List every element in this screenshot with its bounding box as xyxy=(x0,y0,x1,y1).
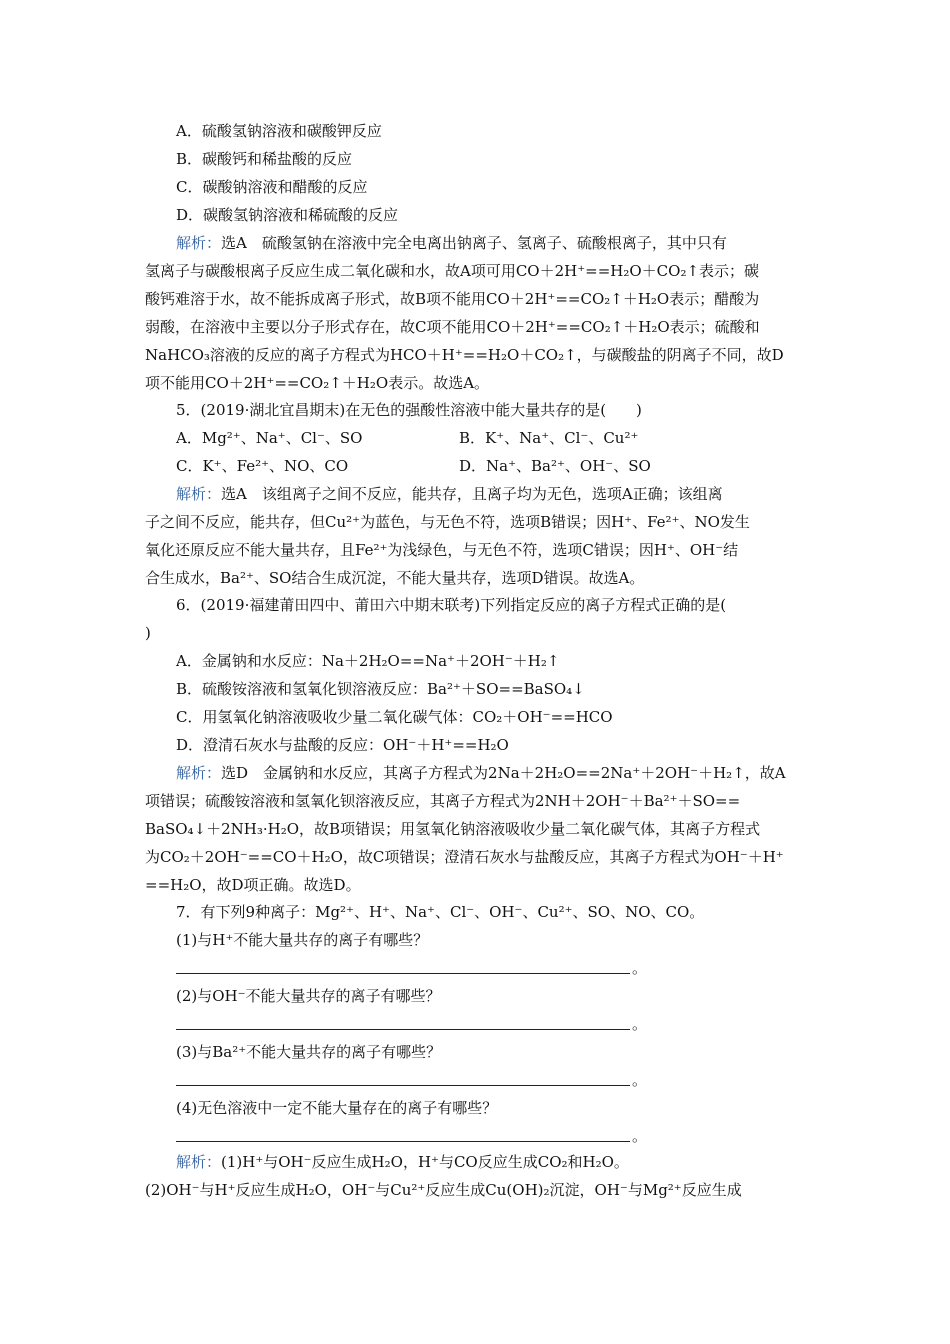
q7-answer-blank-4[interactable] xyxy=(176,1141,630,1142)
q6-option-b: B．硫酸铵溶液和氢氧化钡溶液反应：Ba²⁺＋SO==BaSO₄↓ xyxy=(176,680,585,698)
q7-period-3: 。 xyxy=(632,1071,648,1089)
q6-analysis-line-3: BaSO₄↓＋2NH₃·H₂O，故B项错误；用氢氧化钠溶液吸收少量二氧化碳气体，其离子方程式 xyxy=(145,820,761,838)
q4-option-d: D．碳酸氢钠溶液和稀硫酸的反应 xyxy=(176,206,399,224)
q7-answer-blank-1[interactable] xyxy=(176,973,630,974)
q4-analysis-line-5: NaHCO₃溶液的反应的离子方程式为HCO＋H⁺==H₂O＋CO₂↑，与碳酸盐的阴离子不同，故D xyxy=(145,346,784,364)
analysis-label: 解析： xyxy=(176,1153,222,1171)
q5-option-b: B．K⁺、Na⁺、Cl⁻、Cu²⁺ xyxy=(459,429,639,447)
q4-option-b: B．碳酸钙和稀盐酸的反应 xyxy=(176,150,353,168)
analysis-text: 选A 该组离子之间不反应，能共存，且离子均为无色，选项A正确；该组离 xyxy=(221,485,723,503)
q4-analysis-line-6: 项不能用CO＋2H⁺==CO₂↑＋H₂O表示。故选A。 xyxy=(145,374,490,392)
q6-analysis-line-2: 项错误；硫酸铵溶液和氢氧化钡溶液反应，其离子方程式为2NH＋2OH⁻＋Ba²⁺＋SO== xyxy=(145,792,741,810)
q5-options-row-2 xyxy=(176,456,844,476)
q4-analysis-line-1 xyxy=(176,233,844,253)
q6-option-d: D．澄清石灰水与盐酸的反应：OH⁻＋H⁺==H₂O xyxy=(176,736,509,754)
q5-option-a: A．Mg²⁺、Na⁺、Cl⁻、SO xyxy=(176,429,363,447)
q4-analysis-line-3: 酸钙难溶于水，故不能拆成离子形式，故B项不能用CO＋2H⁺==CO₂↑＋H₂O表示；醋酸为 xyxy=(145,290,760,308)
q4-option-a: A．硫酸氢钠溶液和碳酸钾反应 xyxy=(176,122,382,140)
q6-analysis-line-1 xyxy=(176,763,844,783)
q7-stem: 7．有下列9种离子：Mg²⁺、H⁺、Na⁺、Cl⁻、OH⁻、Cu²⁺、SO、NO、CO。 xyxy=(176,903,705,921)
q7-part-1: (1)与H⁺不能大量共存的离子有哪些？ xyxy=(176,931,429,949)
q7-part-4: (4)无色溶液中一定不能大量存在的离子有哪些？ xyxy=(176,1099,498,1117)
analysis-text: (1)H⁺与OH⁻反应生成H₂O，H⁺与CO反应生成CO₂和H₂O。 xyxy=(221,1153,629,1171)
q6-option-c: C．用氢氧化钠溶液吸收少量二氧化碳气体：CO₂＋OH⁻==HCO xyxy=(176,708,613,726)
q4-option-c: C．碳酸钠溶液和醋酸的反应 xyxy=(176,178,368,196)
analysis-text: 选D 金属钠和水反应，其离子方程式为2Na＋2H₂O==2Na⁺＋2OH⁻＋H₂↑，故A xyxy=(221,764,786,782)
q6-analysis-line-5: ==H₂O，故D项正确。故选D。 xyxy=(145,876,361,894)
q5-analysis-line-1 xyxy=(176,484,844,504)
q6-option-a: A．金属钠和水反应：Na＋2H₂O==Na⁺＋2OH⁻＋H₂↑ xyxy=(176,652,560,670)
q7-analysis-line-2: (2)OH⁻与H⁺反应生成H₂O，OH⁻与Cu²⁺反应生成Cu(OH)₂沉淀，OH⁻与Mg²⁺反应生成 xyxy=(145,1181,742,1199)
q7-part-2: (2)与OH⁻不能大量共存的离子有哪些？ xyxy=(176,987,441,1005)
q6-stem-line-1: 6．(2019·福建莆田四中、莆田六中期末联考)下列指定反应的离子方程式正确的是( xyxy=(176,596,727,614)
q5-stem: 5．(2019·湖北宜昌期末)在无色的强酸性溶液中能大量共存的是( ) xyxy=(176,401,642,419)
q4-analysis-line-4: 弱酸，在溶液中主要以分子形式存在，故C项不能用CO＋2H⁺==CO₂↑＋H₂O表示；硫酸和 xyxy=(145,318,760,336)
q5-analysis-line-3: 氧化还原反应不能大量共存，且Fe²⁺为浅绿色，与无色不符，选项C错误；因H⁺、OH⁻结 xyxy=(145,541,739,559)
q6-stem-line-2: ) xyxy=(145,624,151,642)
q7-period-4: 。 xyxy=(632,1127,648,1145)
q7-period-2: 。 xyxy=(632,1015,648,1033)
q5-option-c: C．K⁺、Fe²⁺、NO、CO xyxy=(176,457,349,475)
q5-analysis-line-2: 子之间不反应，能共存，但Cu²⁺为蓝色，与无色不符，选项B错误；因H⁺、Fe²⁺、NO发生 xyxy=(145,513,750,531)
q7-part-3: (3)与Ba²⁺不能大量共存的离子有哪些？ xyxy=(176,1043,442,1061)
analysis-label: 解析： xyxy=(176,485,222,503)
analysis-text: 选A 硫酸氢钠在溶液中完全电离出钠离子、氢离子、硫酸根离子，其中只有 xyxy=(221,234,727,252)
analysis-label: 解析： xyxy=(176,234,222,252)
q7-answer-blank-3[interactable] xyxy=(176,1085,630,1086)
q7-answer-blank-2[interactable] xyxy=(176,1029,630,1030)
q7-period-1: 。 xyxy=(632,959,648,977)
q5-options-row-1 xyxy=(176,428,844,448)
q4-analysis-line-2: 氢离子与碳酸根离子反应生成二氧化碳和水，故A项可用CO＋2H⁺==H₂O＋CO₂↑表示；碳 xyxy=(145,262,760,280)
q7-analysis-line-1 xyxy=(176,1152,844,1172)
q5-analysis-line-4: 合生成水，Ba²⁺、SO结合生成沉淀，不能大量共存，选项D错误。故选A。 xyxy=(145,569,645,587)
analysis-label: 解析： xyxy=(176,764,222,782)
q5-option-d: D．Na⁺、Ba²⁺、OH⁻、SO xyxy=(459,457,651,475)
q6-analysis-line-4: 为CO₂＋2OH⁻==CO＋H₂O，故C项错误；澄清石灰水与盐酸反应，其离子方程式为OH⁻＋H⁺ xyxy=(145,848,784,866)
